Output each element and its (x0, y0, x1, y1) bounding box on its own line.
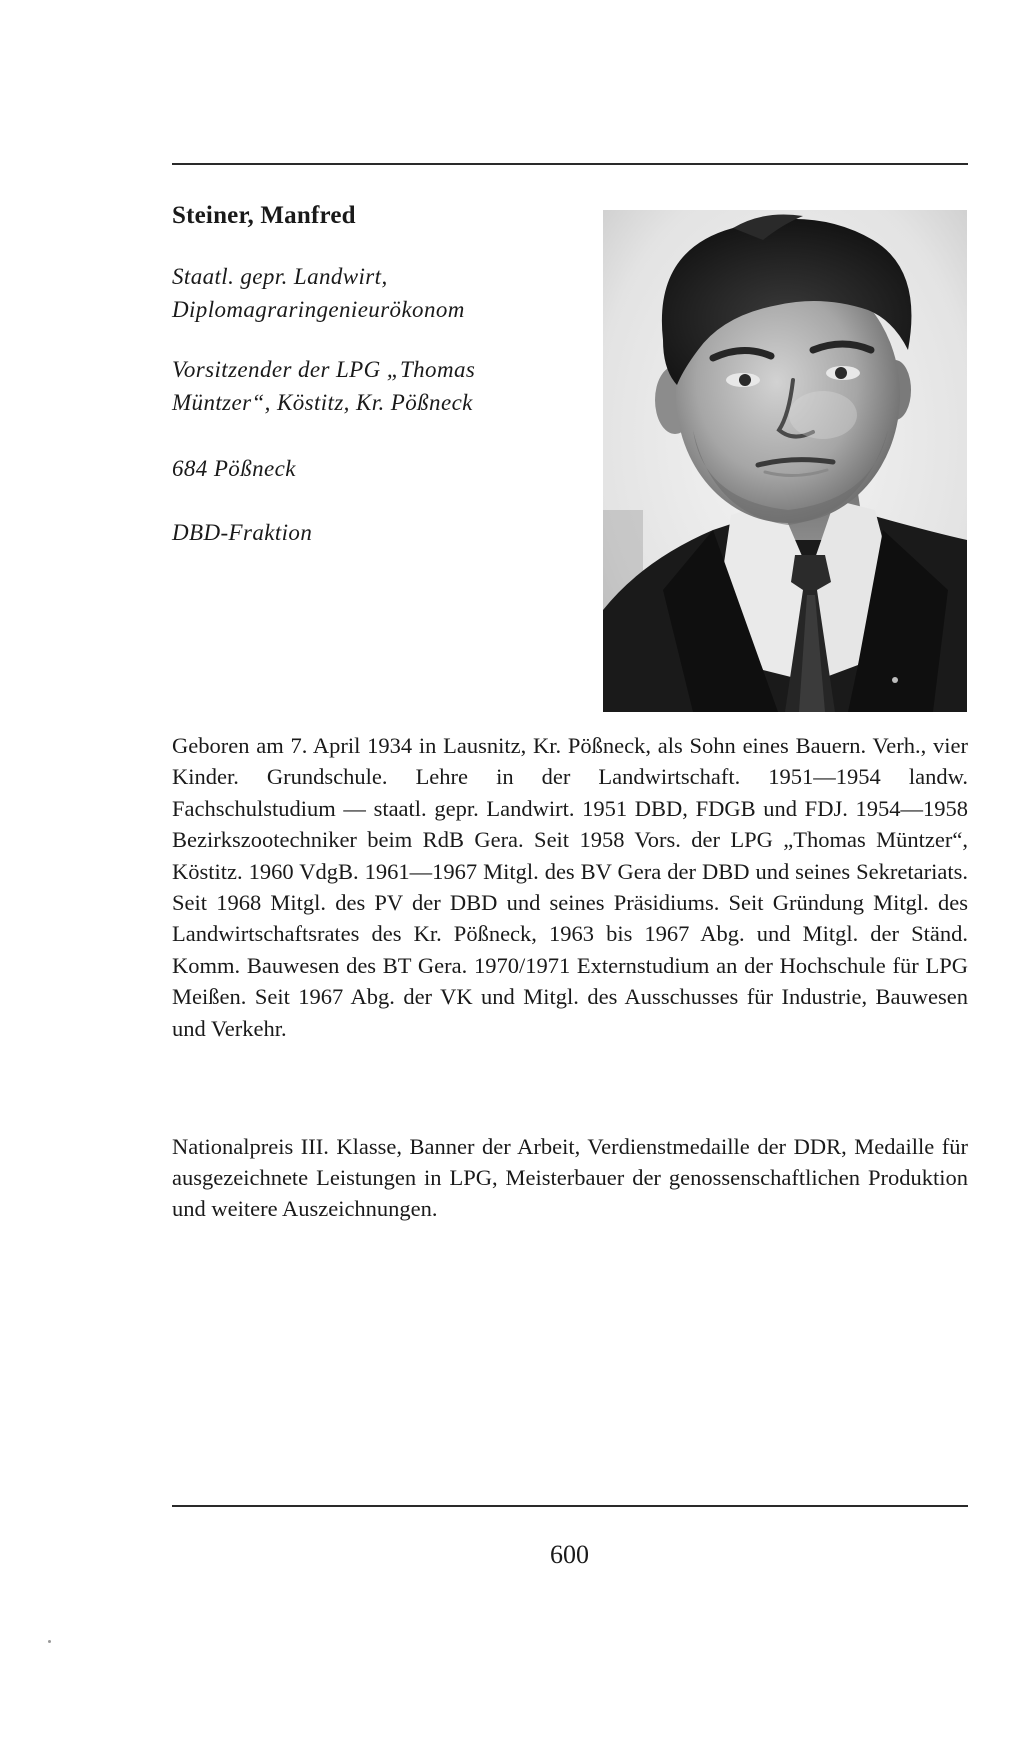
qualification (172, 260, 572, 326)
address: 684 Pößneck (172, 456, 296, 481)
faction: DBD-Fraktion (172, 520, 313, 545)
entry-name: Steiner, Manfred (172, 202, 356, 229)
bottom-rule (172, 1505, 968, 1507)
top-rule (172, 163, 968, 165)
awards (172, 1108, 968, 1247)
position (172, 353, 572, 419)
position-line-1: Vorsitzender der LPG „Thomas (172, 357, 476, 382)
biography (172, 730, 968, 1044)
margin-dot (48, 1640, 51, 1643)
awards-text: Nationalpreis III. Klasse, Banner der Arbeit, Verdienstmedaille der DDR, Medaille für ausgezeichnete Leistungen in LPG, Meisterbauer der genossenschaftlichen Produktion und weitere Auszeichnungen. (172, 1133, 968, 1222)
position-line-2: Müntzer“, Köstitz, Kr. Pößneck (172, 390, 473, 415)
biography-text: Geboren am 7. April 1934 in Lausnitz, Kr. Pößneck, als Sohn eines Bauern. Verh., vier Kinder. Grundschule. Lehre in der Landwirtschaft. 1951—1954 landw. Fachschulstudium — staatl. gepr. Landwirt. 1951 DBD, FDGB und FDJ. 1954—1958 Bezirkszootechniker beim RdB Gera. Seit 1958 Vors. der LPG „Thomas Müntzer“, Köstitz. 1960 VdgB. 1961—1967 Mitgl. des BV Gera der DBD und seines Sekretariats. Seit 1968 Mitgl. des PV der DBD und seines Präsidiums. Seit Gründung Mitgl. des Landwirtschaftsrates des Kr. Pößneck, 1963 bis 1967 Abg. und Mitgl. der Ständ. Komm. Bauwesen des BT Gera. 1970/1971 Externstudium an der Hochschule für LPG Meißen. Seit 1967 Abg. der VK und Mitgl. des Ausschusses für Industrie, Bauwesen und Verkehr. (172, 733, 968, 1041)
portrait-photo (603, 210, 967, 712)
qualification-line-2: Diplomagraringenieurökonom (172, 297, 465, 322)
qualification-line-1: Staatl. gepr. Landwirt, (172, 264, 388, 289)
page-number: 600 (550, 1540, 589, 1569)
